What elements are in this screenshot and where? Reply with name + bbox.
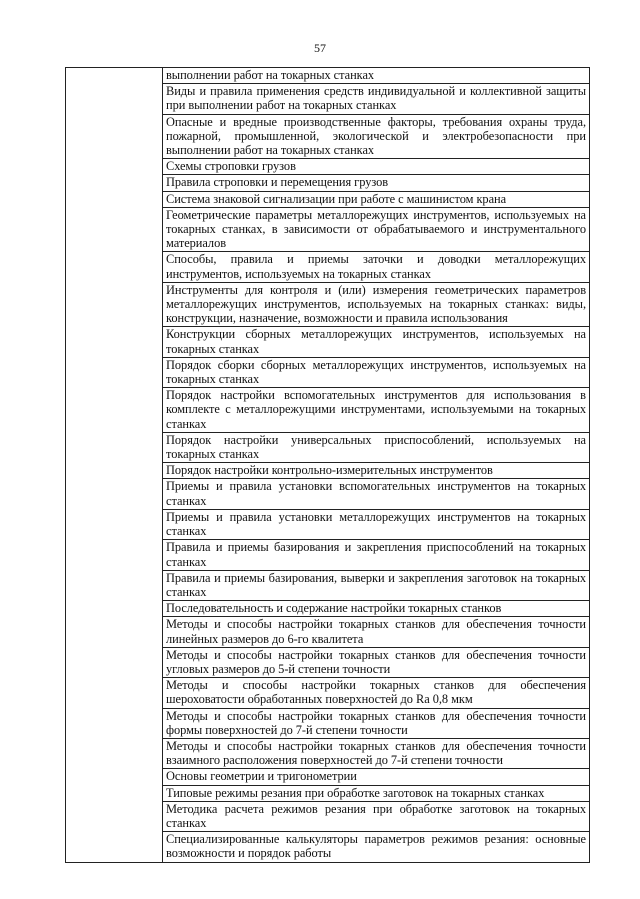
left-column-cell [66, 68, 163, 863]
table-cell: Геометрические параметры металлорежущих инструментов, используемых на токарных станках, в зависимости от обрабатываемого и инструментального материалов [163, 207, 590, 252]
table-cell: Опасные и вредные производственные факторы, требования охраны труда, пожарной, промышленной, экологической и электробезопасности при выполнении работ на токарных станках [163, 114, 590, 159]
table-row [66, 68, 590, 84]
table-cell: Приемы и правила установки металлорежущих инструментов на токарных станках [163, 509, 590, 539]
table-cell: Методика расчета режимов резания при обработке заготовок на токарных станках [163, 801, 590, 831]
table-cell: Методы и способы настройки токарных станков для обеспечения точности взаимного расположения поверхностей до 7-й степени точности [163, 738, 590, 768]
table-cell: Последовательность и содержание настройки токарных станков [163, 601, 590, 617]
table-cell: Правила и приемы базирования, выверки и закрепления заготовок на токарных станках [163, 570, 590, 600]
table-cell: Правила и приемы базирования и закрепления приспособлений на токарных станках [163, 540, 590, 570]
table-cell: Методы и способы настройки токарных станков для обеспечения точности линейных размеров до 6-го квалитета [163, 617, 590, 647]
table-body [66, 68, 590, 863]
table-cell: Типовые режимы резания при обработке заготовок на токарных станках [163, 785, 590, 801]
table-cell: Система знаковой сигнализации при работе с машинистом крана [163, 191, 590, 207]
table-cell: выполнении работ на токарных станках [163, 68, 590, 84]
table-cell: Схемы строповки грузов [163, 159, 590, 175]
table-cell: Порядок настройки контрольно-измерительных инструментов [163, 463, 590, 479]
table-cell: Порядок настройки вспомогательных инструментов для использования в комплекте с металлорежущими инструментами, используемыми на токарных станках [163, 388, 590, 433]
table-cell: Методы и способы настройки токарных станков для обеспечения шероховатости обработанных поверхностей до Ra 0,8 мкм [163, 678, 590, 708]
table-cell: Порядок сборки сборных металлорежущих инструментов, используемых на токарных станках [163, 357, 590, 387]
table-cell: Конструкции сборных металлорежущих инструментов, используемых на токарных станках [163, 327, 590, 357]
table-cell: Основы геометрии и тригонометрии [163, 769, 590, 785]
table-cell: Приемы и правила установки вспомогательных инструментов на токарных станках [163, 479, 590, 509]
table-cell: Методы и способы настройки токарных станков для обеспечения точности угловых размеров до 5-й степени точности [163, 647, 590, 677]
table-cell: Порядок настройки универсальных приспособлений, используемых на токарных станках [163, 432, 590, 462]
table-cell: Правила строповки и перемещения грузов [163, 175, 590, 191]
table-cell: Способы, правила и приемы заточки и доводки металлорежущих инструментов, используемых на токарных станках [163, 252, 590, 282]
table-cell: Методы и способы настройки токарных станков для обеспечения точности формы поверхностей до 7-й степени точности [163, 708, 590, 738]
table-cell: Специализированные калькуляторы параметров режимов резания: основные возможности и порядок работы [163, 832, 590, 862]
requirements-table [65, 67, 590, 863]
page-number: 57 [314, 41, 326, 55]
table-cell: Инструменты для контроля и (или) измерения геометрических параметров металлорежущих инструментов, используемых на токарных станках: виды, конструкции, назначение, возможности и правила использования [163, 282, 590, 327]
table-cell: Виды и правила применения средств индивидуальной и коллективной защиты при выполнении работ на токарных станках [163, 84, 590, 114]
